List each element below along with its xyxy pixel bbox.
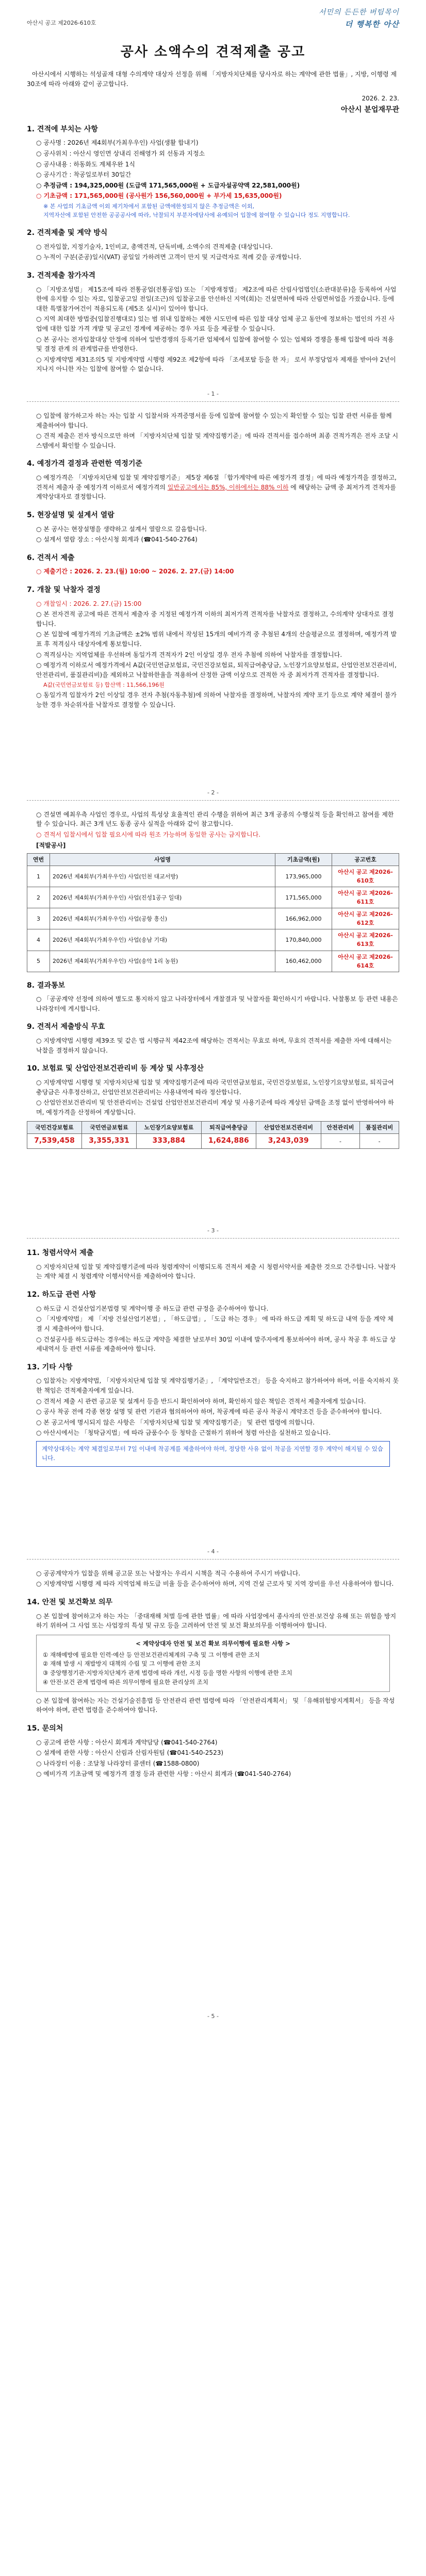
page-divider (27, 401, 399, 402)
s13-item-4: ○ 본 공고서에 명시되지 않은 사항은 「지방자치단체 입찰 및 계약집행기준」 및 관련 법령에 의합니다. (27, 1418, 399, 1428)
s1-project-name: ○ 공사명 : 2026년 제4회부(가최우우인) 사업(생활 합내기) (27, 138, 399, 148)
s12-item-3: ○ 건설공사를 하도급하는 경우에는 하도급 계약을 체결한 날로부터 30일 이내에 발주자에게 통보하여야 하며, 공사 착공 후 하도급 상세내역서 등 관련 서류를 제출하여야 합니다. (27, 1335, 399, 1354)
s1-content: ○ 공사내용 : 하동화도 계체우완 1식 (27, 160, 399, 170)
col-header: 사업명 (50, 854, 275, 866)
table-reference-label: [적발공사] (36, 841, 66, 849)
table-row (27, 951, 399, 972)
s8pre-para-2: ○ 견적서 입찰시에서 입찰 필요시에 따라 원조 가능하며 동일한 공사는 금지합니다. (27, 830, 399, 840)
col-header: 안전관리비 (321, 1122, 360, 1134)
s3-para-6: ○ 견적 제출은 전자 방식으로만 하며 「지방자치단체 입찰 및 계약집행기준」에 따라 견적서를 접수하며 최종 견적가격은 전자 조달 시스템에서 확인할 수 있습니다. (27, 431, 399, 450)
s10-para-1: ○ 지방계약법 시행령 및 지방자치단체 입찰 및 계약집행기준에 따라 국민연금보험료, 국민건강보험료, 노인장기요양보험료, 퇴직급여충당금은 사후정산하고, 산업안전보건관리비는 사용내역에 따라 정산합니다. (27, 1078, 399, 1097)
cell: 333,884 (136, 1134, 201, 1149)
s7-item-3: ○ 본 입찰에 예정가격의 기초금액은 ±2% 범위 내에서 작성된 15개의 예비가격 중 추첨된 4개의 산술평균으로 결정하며, 예정가격 발표 후 적격심사 대상자에게 통보합니다. (27, 630, 399, 649)
cell: 4 (27, 929, 50, 951)
cell: 3,355,331 (81, 1134, 136, 1149)
callout-item-3: ③ 중앙행정기관·지방자치단체가 관계 법령에 따라 개선, 시정 등을 명한 사항의 이행에 관한 조치 (43, 1669, 292, 1677)
page-title: 공사 소액수의 견적제출 공고 (120, 44, 306, 60)
announce-date: 2026. 2. 23. (362, 95, 399, 103)
cell: 아산시 공고 제2026-611호 (332, 887, 399, 908)
s13-item-2: ○ 견적서 제출 시 관련 공고문 및 설계서 등을 반드시 확인하여야 하며, 확인하지 않은 책임은 견적서 제출자에게 있습니다. (27, 1397, 399, 1406)
s8-para: ○ 「공공계약 선정에 의하여 별도로 통지하지 않고 나라장터에서 개찰결과 및 낙찰자를 확인하시기 바랍니다. 낙찰통보 등 관련 내용은 나라장터에 게시합니다. (27, 994, 399, 1013)
insurance-table (27, 1121, 399, 1149)
s1-base-amount: ○ 기초금액 : 171,565,000원 (공사원가 156,560,000원 + 부가세 15,635,000원) (27, 191, 399, 201)
s9-para: ○ 지방계약법 시행령 제39조 및 같은 법 시행규칙 제42조에 해당하는 견적서는 무효로 하며, 무효의 견적서를 제출한 자에 대해서는 낙찰을 결정하지 않습니다. (27, 1036, 399, 1055)
section-1-heading: 1. 견적에 부치는 사항 (27, 125, 98, 133)
s2-item-1: ○ 전자입찰, 지정기술자, 1인비교, 총액견적, 단독비배, 소액수의 견적제출 (대상입니다. (27, 242, 399, 252)
section-8-heading: 8. 결과통보 (27, 981, 65, 990)
page-2 (0, 411, 426, 801)
cell: 2026년 제4회부(가최우우인) 사업(송악 1리 농원) (50, 951, 275, 972)
col-header: 국민건강보험료 (27, 1122, 82, 1134)
s1-note-2: 지역자산에 포함된 안전한 공공공사에 따라, 낙찰되지 부분자에담사에 유예되어 입찰에 참여할 수 있습니다 정도 지명합니다. (43, 212, 350, 218)
s2-item-2: ○ 누적이 구분(준공)일시(VAT) 공일일 가하려면 고객이 만지 및 지급력자로 적례 갖을 공개합니다. (27, 252, 399, 262)
col-header: 공고번호 (332, 854, 399, 866)
col-header: 국민연금보험료 (81, 1122, 136, 1134)
page-number-1: - 1 - (207, 390, 219, 397)
section-15-heading: 15. 문의처 (27, 1724, 63, 1733)
table-row (27, 908, 399, 929)
header (27, 0, 399, 30)
col-header: 노인장기요양보험료 (136, 1122, 201, 1134)
page-divider (27, 800, 399, 801)
page-number-3: - 3 - (207, 1227, 219, 1234)
cell: 3,243,039 (256, 1134, 321, 1149)
section-10-heading: 10. 보험료 및 산업안전보건관리비 등 계상 및 사후정산 (27, 1064, 204, 1073)
s1-estimated-amount: ○ 추정금액 : 194,325,000원 (도급액 171,565,000원 + 도급자설공약액 22,581,000원) (27, 181, 399, 191)
s7-item-2: ○ 본 전자견적 공고에 따른 견적서 제출자 중 지정된 예정가격 이하의 최저가격 견적자를 낙찰자로 결정하고, 수의계약 상대자로 결정합니다. (27, 609, 399, 629)
cell: 2026년 제4회부(가최우우인) 사업(진성1공구 일대) (50, 887, 275, 908)
section-12-heading: 12. 하도급 관련 사항 (27, 1291, 96, 1299)
cell: 1,624,886 (201, 1134, 256, 1149)
section-13-heading: 13. 기타 사항 (27, 1363, 73, 1371)
cell: 173,965,000 (275, 866, 332, 887)
s7-item-5: ○ 예정가격 이하로서 예정가격에서 A값(국민연금보험료, 국민건강보험료, 퇴직급여충당금, 노인장기요양보험료, 산업안전보건관리비, 안전관리비, 품질관리비)을 제외하고 낙찰하한율을 적용하여 산정한 금액 이상으로 견적한 자 중 최저가격 견적자를 결정합니다. (27, 660, 399, 680)
cell: - (360, 1134, 399, 1149)
s1-location: ○ 공사위치 : 아산시 영인면 상내리 진해영가 외 선동과 지정소 (27, 149, 399, 159)
cell: 7,539,458 (27, 1134, 82, 1149)
page-number-5: - 5 - (207, 2013, 219, 2020)
s7-opening-date: ○ 개찰일시 : 2026. 2. 27.(금) 15:00 (27, 599, 399, 609)
s13b-para-1: ○ 공공계약자가 입찰을 위해 공고문 또는 낙찰자는 우리시 시책을 적극 수용하여 주시기 바랍니다. (27, 1569, 399, 1579)
cell: 2 (27, 887, 50, 908)
col-header: 연번 (27, 854, 50, 866)
cell: 171,565,000 (275, 887, 332, 908)
cell: 160,462,000 (275, 951, 332, 972)
section-7-heading: 7. 개찰 및 낙찰자 결정 (27, 586, 101, 594)
s13b-para-2: ○ 지방계약법 시행령 제 따라 지역업체 하도급 비율 등을 준수하여야 하며, 지역 건설 근로자 및 지역 장비를 우선 사용하여야 합니다. (27, 1579, 399, 1589)
s4-para (27, 473, 399, 502)
s13-item-5: ○ 아산시에서는 「청탁금지법」에 따라 금품수수 등 청탁을 근절하기 위하여 청렴 아산을 실천하고 있습니다. (27, 1428, 399, 1438)
cell: - (321, 1134, 360, 1149)
callout-title: < 계약상대자 안전 및 보건 확보 의무이행에 필요한 사항 > (136, 1639, 290, 1647)
s7-item-4: ○ 적격심사는 지역업체를 우선하며 동일가격 견적자가 2인 이상일 경우 전자 추첨에 의하여 낙찰자를 결정합니다. (27, 650, 399, 660)
s10-para-2: ○ 산업안전보건관리비 및 안전관리비는 건설업 산업안전보건관리비 계상 및 사용기준에 따라 계상된 금액을 조정 없이 반영하여야 하며, 예정가격을 산정하여 계상합니다. (27, 1098, 399, 1117)
table-row (27, 887, 399, 908)
section-9-heading: 9. 견적서 제출방식 무효 (27, 1023, 105, 1031)
contact-design: ○ 설계에 관한 사항 : 아산시 산림과 산림자원팀 (☎041-540-2523) (27, 1748, 399, 1758)
section-5-heading: 5. 현장설명 및 설계서 열람 (27, 511, 114, 519)
cell: 170,840,000 (275, 929, 332, 951)
s3-para-3: ○ 본 공사는 전자입찰대상 안정에 의하여 일반경쟁의 등록기관 업체에서 입찰에 참여할 수 있는 업체와 경쟁을 통해 입찰에 따라 적용 및 결정 관계 의 관계법규를 반영한다. (27, 335, 399, 354)
col-header: 품질관리비 (360, 1122, 399, 1134)
date-block (27, 94, 399, 115)
callout-item-1: ① 재해예방에 필요한 인력·예산 등 안전보건관리체계의 구축 및 그 이행에 관한 조치 (43, 1651, 260, 1658)
s13-item-3: ○ 공사 착공 전에 각종 현장 설명 및 관련 기관과 협의하여야 하며, 착공계에 따른 공사 착공시 계약조건 등을 준수하여야 합니다. (27, 1407, 399, 1417)
s14-para-1: ○ 본 입찰에 참여하고자 하는 자는 「중대재해 처벌 등에 관한 법률」에 따라 사업장에서 종사자의 안전·보건상 유해 또는 위험을 방지하기 위하여 그 사업 또는 사업장의 특성 및 규모 등을 고려하여 안전 및 보건 확보의무를 이행하여야 합니다. (27, 1612, 399, 1631)
s13-item-1: ○ 입찰자는 지방계약법, 「지방자치단체 입찰 및 계약집행기준」, 「계약일반조건」 등을 숙지하고 참가하여야 하며, 이를 숙지하지 못한 책임은 견적제출자에게 있습니다. (27, 1376, 399, 1395)
cell: 아산시 공고 제2026-613호 (332, 929, 399, 951)
cell: 3 (27, 908, 50, 929)
s12-item-2: ○ 「지방계약법」 제 「지방 건설산업기본법」, 「하도급법」, 「도급 하는 경우」 에 따라 하도급 계획 및 하도급 내역 등을 계약 체결 시 제출하여야 합니다. (27, 1314, 399, 1333)
contact-announcement: ○ 공고에 관한 사항 : 아산시 회계과 계약담당 (☎041-540-2764) (27, 1738, 399, 1748)
s7-item-6: ○ 동일가격 입찰자가 2인 이상일 경우 전자 추첨(자동추첨)에 의하여 낙찰자를 결정하며, 낙찰자의 계약 포기 등으로 계약 체결이 불가능한 경우 차순위자를 낙찰자로 결정할 수 있습니다. (27, 690, 399, 709)
cell: 1 (27, 866, 50, 887)
table-header-row (27, 1122, 399, 1134)
contact-pricing: ○ 예비가격 기초금액 및 예정가격 결정 등과 관련한 사항 : 아산시 회계과 (☎041-540-2764) (27, 1769, 399, 1779)
section-14-heading: 14. 안전 및 보건확보 의무 (27, 1598, 113, 1606)
contact-naramarket: ○ 나라장터 이용 : 조달청 나라장터 콜센터 (☎1588-0800) (27, 1759, 399, 1769)
s6-submission-period: ○ 제출기간 : 2026. 2. 23.(월) 10:00 ~ 2026. 2. 27.(금) 14:00 (27, 567, 399, 577)
document-id: 아산시 공고 제2026-610호 (27, 19, 96, 26)
table-row (27, 929, 399, 951)
issuing-org: 아산시 분업재무관 (340, 106, 399, 114)
s1-note-1: ※ 본 사업의 기초금액 이외 제기차에서 포함된 금액에한정되지 않은 추정금액은 이외, (43, 202, 254, 210)
s11-para: ○ 지방자치단체 입찰 및 계약집행기준에 따라 청렴계약이 이행되도록 견적서 제출 시 청렴서약서를 제출한 것으로 간주합니다. 낙찰자는 계약 체결 시 청렴계약 이행서약서를 제출하여야 합니다. (27, 1262, 399, 1281)
col-header: 퇴직급여충당금 (201, 1122, 256, 1134)
cell: 5 (27, 951, 50, 972)
s3-para-4: ○ 지방계약법 제31조의5 및 지방계약법 시행령 제92조 제2항에 따라 「조세포탈 등을 한 자」 로서 부정당업자 제재를 받아야 2년이 지나지 아니한 자는 입찰에 참여할 수 없습니다. (27, 355, 399, 374)
slogan-line-1: 서민의 든든한 버팀목이 (318, 8, 399, 16)
cell: 아산시 공고 제2026-612호 (332, 908, 399, 929)
page-4 (0, 1248, 426, 1559)
s7-a-value-note: A값(국민연금보험료 등) 합산액 : 11,566,196원 (43, 682, 165, 689)
cell: 2026년 제4회부(가최우우인) 사업(송남 기대) (50, 929, 275, 951)
s4-para-2: 에 해당하는 금액 중 최저가격 견적자를 계약상대자로 결정합니다. (36, 483, 396, 501)
s14-para-2: ○ 본 입찰에 참여하는 자는 건설기술진흥법 등 안전관리 관련 법령에 따라 「안전관리계획서」 및 「유해위험방지계획서」 등을 작성하여야 하며, 관련 법령을 준수하여야 합니다. (27, 1696, 399, 1715)
page-5 (0, 1569, 426, 2021)
cell: 아산시 공고 제2026-614호 (332, 951, 399, 972)
page-divider (27, 1238, 399, 1239)
s4-ratio: 일반공고에서는 85%, 이하에서는 88% 이하 (167, 483, 289, 491)
callout-item-2: ② 재해 발생 시 재발방지 대책의 수립 및 그 이행에 관한 조치 (43, 1660, 201, 1668)
section-11-heading: 11. 청렴서약서 제출 (27, 1249, 94, 1258)
col-header: 기초금액(원) (275, 854, 332, 866)
page-1 (0, 0, 426, 402)
section-4-heading: 4. 예정가격 결정과 관련한 역정기준 (27, 460, 142, 468)
section-2-heading: 2. 견적제출 및 계약 방식 (27, 229, 108, 238)
col-header: 산업안전보건관리비 (256, 1122, 321, 1134)
s3-para-5: ○ 입찰에 참가하고자 하는 자는 입찰 시 입찰서와 자격증명서를 등에 입찰에 참여할 수 있는지 확인할 수 있는 입찰 관련 서류를 함께 제출하여야 합니다. (27, 411, 399, 430)
cell: 2026년 제4회부(가최우우인) 사업(공항 흥신) (50, 908, 275, 929)
page-3 (0, 810, 426, 1239)
page-divider (27, 1559, 399, 1560)
s12-item-1: ○ 하도급 시 건설산업기본법령 및 계약이행 중 하도급 관련 규정을 준수하여야 합니다. (27, 1304, 399, 1314)
s4-para-1: 예정가격은 「지방자치단체 입찰 및 계약집행기준」 제5장 제6절 「합가계약에 따른 예정가격 결정」에 따라 예정가격을 결정하고, 견적서 제출자 중 예정가격 이하로서 예정가격의 (36, 474, 397, 491)
page-number-4: - 4 - (207, 1548, 219, 1555)
related-projects-table (27, 853, 399, 972)
s1-period: ○ 공사기간 : 착공일로부터 30일간 (27, 170, 399, 180)
s5-item-1: ○ 본 공사는 현장설명을 생략하고 설계서 열람으로 갈음합니다. (27, 524, 399, 534)
cell: 166,962,000 (275, 908, 332, 929)
s5-item-2: ○ 설계서 열람 장소 : 아산시청 회계과 (☎041-540-2764) (27, 535, 399, 545)
cell: 2026년 제4회부(가최우우인) 사업(인천 대교서방) (50, 866, 275, 887)
s13-notice-box: 계약상대자는 계약 체결일로부터 7일 이내에 착공계를 제출하여야 하며, 정당한 사유 없이 착공을 지연할 경우 계약이 해지될 수 있습니다. (36, 1441, 390, 1467)
s8pre-para-1: ○ 견설면 예최우측 사업인 경우로, 사업의 특성상 효율적인 관리 수행을 위하여 최근 3개 공종의 수행실적 등을 확인하고 참여를 제한할 수 있습니다. 최근 3개 년도 동종 공사 실적을 아래와 같이 참고합니다. (27, 810, 399, 829)
section-3-heading: 3. 견적제출 참가자격 (27, 271, 95, 280)
s3-para-1: ○ 「지방조성법」 제15조에 따라 전통공업(전통공업) 또는 「지방재정법」 제2조에 따른 산림사업법인(소관대분류)을 등록하여 사업 한에 유지할 수 있는 자로, 입찰공고일 전일(조근)의 입찰공고를 안선하신 지역(회)는 건설면허에 따라 산림면허업을 가졌습니다. 등에 대한 특별참가여건이 적용되도록 (제5조 실시)이 있어야 합니다. (27, 285, 399, 314)
safety-obligations-box (36, 1635, 390, 1692)
table-row (27, 866, 399, 887)
slogan (319, 7, 399, 30)
section-6-heading: 6. 견적서 제출 (27, 553, 75, 562)
table-header-row (27, 854, 399, 866)
intro-text: 아산시에서 시행하는 석성골재 대형 수의계약 대상자 선정을 위해 「지방자치단체를 당사자로 하는 계약에 관한 법률」, 지방, 이행령 제30조에 따라 아래와 같이 공고합니다. (27, 71, 397, 88)
cell: 아산시 공고 제2026-610호 (332, 866, 399, 887)
page-number-2: - 2 - (207, 789, 219, 796)
slogan-line-2: 더 행복한 아산 (345, 19, 399, 29)
s3-para-2: ○ 지역 최대한 방법중(입찰진행대로) 있는 범 위내 입찰하는 제한 시도민에 따른 입찰 대상 업체 공고 동안에 정보하는 법인의 가진 사업에 대한 입찰 가격 개발 및 공교인 경계에 제공하는 경우 자료 등을 제공할 수 있습니다. (27, 314, 399, 333)
table-row (27, 1134, 399, 1149)
callout-item-4: ④ 안전·보건 관계 법령에 따른 의무이행에 필요한 관리상의 조치 (43, 1678, 208, 1686)
